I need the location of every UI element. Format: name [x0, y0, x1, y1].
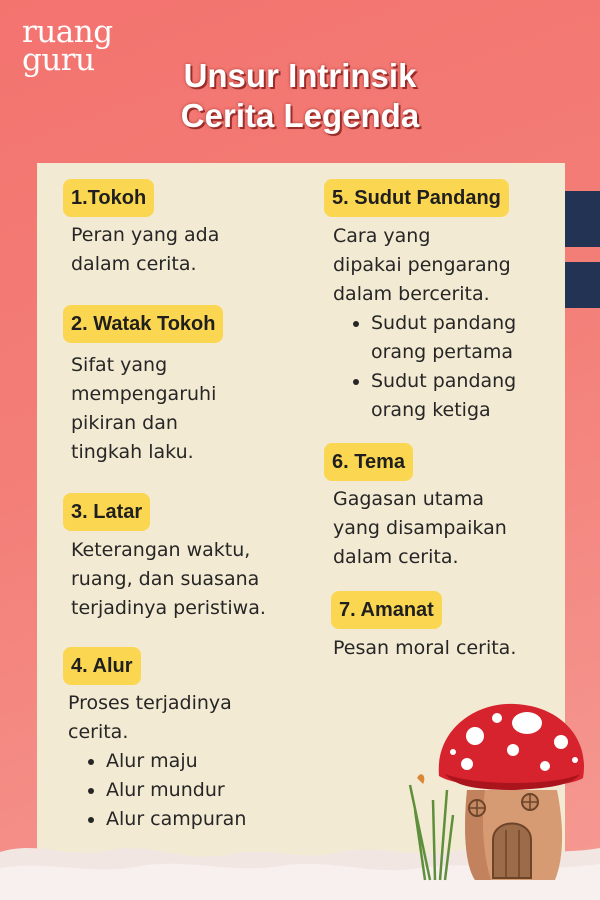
text-line: Keterangan waktu,	[71, 539, 251, 561]
heading-tokoh: 1.Tokoh	[63, 179, 154, 217]
list-item: • Alur campuran	[106, 805, 318, 834]
title-line-1: Unsur Intrinsik	[183, 57, 417, 94]
list-item: • Alur mundur	[106, 776, 318, 805]
text-line: mempengaruhi	[71, 383, 217, 405]
text-line: Peran yang ada	[71, 224, 220, 246]
desc-tema	[333, 485, 553, 572]
text-line: dalam bercerita.	[333, 283, 490, 305]
logo-line-2: guru	[22, 42, 95, 78]
desc-sudut-pandang	[333, 222, 553, 425]
text-line: dalam cerita.	[71, 253, 197, 275]
text-line: Gagasan utama	[333, 488, 484, 510]
text-line: yang disampaikan	[333, 517, 507, 539]
text-line: ruang, dan suasana	[71, 568, 260, 590]
heading-alur: 4. Alur	[63, 647, 141, 685]
text-line: dipakai pengarang	[333, 254, 511, 276]
text-line: pikiran dan	[71, 412, 178, 434]
text-line: Pesan moral cerita.	[333, 637, 517, 659]
text-line: cerita.	[68, 721, 129, 743]
heading-tema: 6. Tema	[324, 443, 413, 481]
heading-watak-tokoh: 2. Watak Tokoh	[63, 305, 223, 343]
text-line: terjadinya peristiwa.	[71, 597, 266, 619]
page-title	[0, 56, 600, 136]
text-line: Proses terjadinya	[68, 692, 232, 714]
desc-tokoh	[71, 221, 301, 279]
text-line: Cara yang	[333, 225, 431, 247]
logo-line-1: ruang	[22, 14, 113, 50]
desc-alur	[68, 689, 318, 834]
list-item: • Alur maju	[106, 747, 318, 776]
heading-amanat: 7. Amanat	[331, 591, 442, 629]
text-line: Sifat yang	[71, 354, 168, 376]
sudut-pandang-bullet-list	[333, 309, 571, 425]
list-item: • Sudut pandang orang pertama	[371, 309, 571, 367]
mushroom-house-icon	[405, 690, 595, 890]
heading-latar: 3. Latar	[63, 493, 150, 531]
desc-watak-tokoh	[71, 351, 301, 467]
desc-amanat	[333, 634, 558, 663]
heading-sudut-pandang: 5. Sudut Pandang	[324, 179, 509, 217]
list-item: • Sudut pandang orang ketiga	[371, 367, 571, 425]
desc-latar	[71, 536, 321, 623]
title-line-2: Cerita Legenda	[180, 97, 420, 134]
text-line: dalam cerita.	[333, 546, 459, 568]
decor-stripe-bottom	[564, 262, 600, 308]
text-line: tingkah laku.	[71, 441, 194, 463]
